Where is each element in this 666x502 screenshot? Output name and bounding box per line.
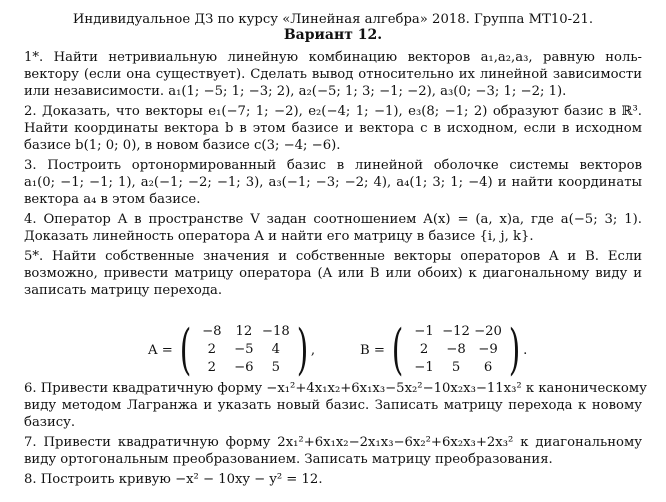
matrix-row [196, 360, 292, 376]
matrix-row [196, 342, 292, 358]
matrix-cell: 6 [483, 360, 493, 375]
task6-line1: 6. Привести квадратичную форму −x₁²+4x₁x₂+6x₁x₃−5x₂²−10x₂x₃−11x₃² к каноническому [24, 381, 647, 396]
matrix-cell: −5 [234, 342, 254, 357]
task3-line3: вектора a₄ в этом базисе. [24, 192, 201, 207]
matrix-cell: −20 [474, 324, 502, 339]
left-paren-b: ( [391, 318, 404, 381]
task3-line1: 3. Построить ортонормированный базис в линейной оболочке системы векторов [24, 158, 642, 173]
task2-line3: базисе b(1; 0; 0), в новом базисе c(3; −4; −6). [24, 138, 341, 153]
task1-line3: или независимости. a₁(1; −5; 1; −3; 2), a₂(−5; 1; 3; −1; −2), a₃(0; −3; 1; −2; 1). [24, 84, 567, 99]
task5-line2: возможно, привести матрицу оператора (A или B или обоих) к диагональному виду и [24, 266, 642, 281]
task4-line2: Доказать линейность оператора A и найти его матрицу в базисе {i, j, k}. [24, 229, 534, 244]
task5-line3: записать матрицу перехода. [24, 283, 223, 298]
matrix-cell: 4 [271, 342, 281, 357]
task7-line2: виду ортогональным преобразованием. Записать матрицу преобразования. [24, 452, 553, 467]
task2-line2: Найти координаты вектора b в этом базисе и вектора c в исходном, если в исходном [24, 121, 642, 136]
matrix-cell: 2 [207, 360, 217, 375]
right-paren-a: ) [296, 318, 309, 381]
matrix-cell: −6 [234, 360, 254, 375]
left-paren-a: ( [179, 318, 192, 381]
task6-line2: виду методом Лагранжа и указать новый базис. Записать матрицу перехода к новому [24, 398, 642, 413]
matrix-a-label: A = [148, 342, 173, 358]
matrix-b-grid [408, 324, 504, 376]
task6-line3: базису. [24, 415, 76, 430]
task8-line1: 8. Построить кривую −x² − 10xy − y² = 12. [24, 472, 323, 487]
matrix-row [408, 360, 504, 376]
task1-line2: вектору (если она существует). Сделать вывод относительно их линейной зависимости [24, 67, 642, 82]
matrix-a-punct: , [310, 342, 316, 358]
right-paren-b: ) [508, 318, 521, 381]
matrix-cell: 2 [419, 342, 429, 357]
matrix-cell: 12 [235, 324, 253, 339]
matrix-a [148, 318, 316, 381]
task1-line1: 1*. Найти нетривиальную линейную комбинацию векторов a₁,a₂,a₃, равную ноль- [24, 50, 642, 65]
matrix-b-punct: . [523, 342, 528, 358]
matrix-cell: −1 [414, 360, 434, 375]
task7-line1: 7. Привести квадратичную форму 2x₁²+6x₁x₂−2x₁x₃−6x₂²+6x₂x₃+2x₃² к диагональному [24, 435, 642, 450]
matrix-row [408, 324, 504, 340]
matrix-cell: 5 [451, 360, 461, 375]
matrix-row [196, 324, 292, 340]
task4-line1: 4. Оператор A в пространстве V задан соотношением A(x) = (a, x)a, где a(−5; 3; 1). [24, 212, 642, 227]
matrix-b [360, 318, 528, 381]
matrix-cell: −8 [202, 324, 222, 339]
matrix-cell: 5 [271, 360, 281, 375]
task5-line1: 5*. Найти собственные значения и собственные векторы операторов A и B. Если [24, 249, 642, 264]
variant-title: Вариант 12. [283, 27, 383, 43]
matrix-cell: −8 [446, 342, 466, 357]
matrix-cell: −18 [261, 324, 290, 339]
document-header: Индивидуальное ДЗ по курсу «Линейная алгебра» 2018. Группа МТ10-21. [72, 12, 594, 27]
matrix-cell: −9 [478, 342, 498, 357]
matrix-cell: −1 [414, 324, 434, 339]
matrix-a-grid [196, 324, 292, 376]
matrix-b-label: B = [360, 342, 385, 358]
matrix-cell: −12 [442, 324, 470, 339]
task3-line2: a₁(0; −1; −1; 1), a₂(−1; −2; −1; 3), a₃(−1; −3; −2; 4), a₄(1; 3; 1; −4) и найти координаты [24, 175, 642, 190]
task2-line1: 2. Доказать, что векторы e₁(−7; 1; −2), e₂(−4; 1; −1), e₃(8; −1; 2) образуют базис в ℝ³. [24, 104, 642, 119]
matrix-row [408, 342, 504, 358]
task5-matrices [0, 318, 666, 381]
matrix-cell: 2 [207, 342, 217, 357]
